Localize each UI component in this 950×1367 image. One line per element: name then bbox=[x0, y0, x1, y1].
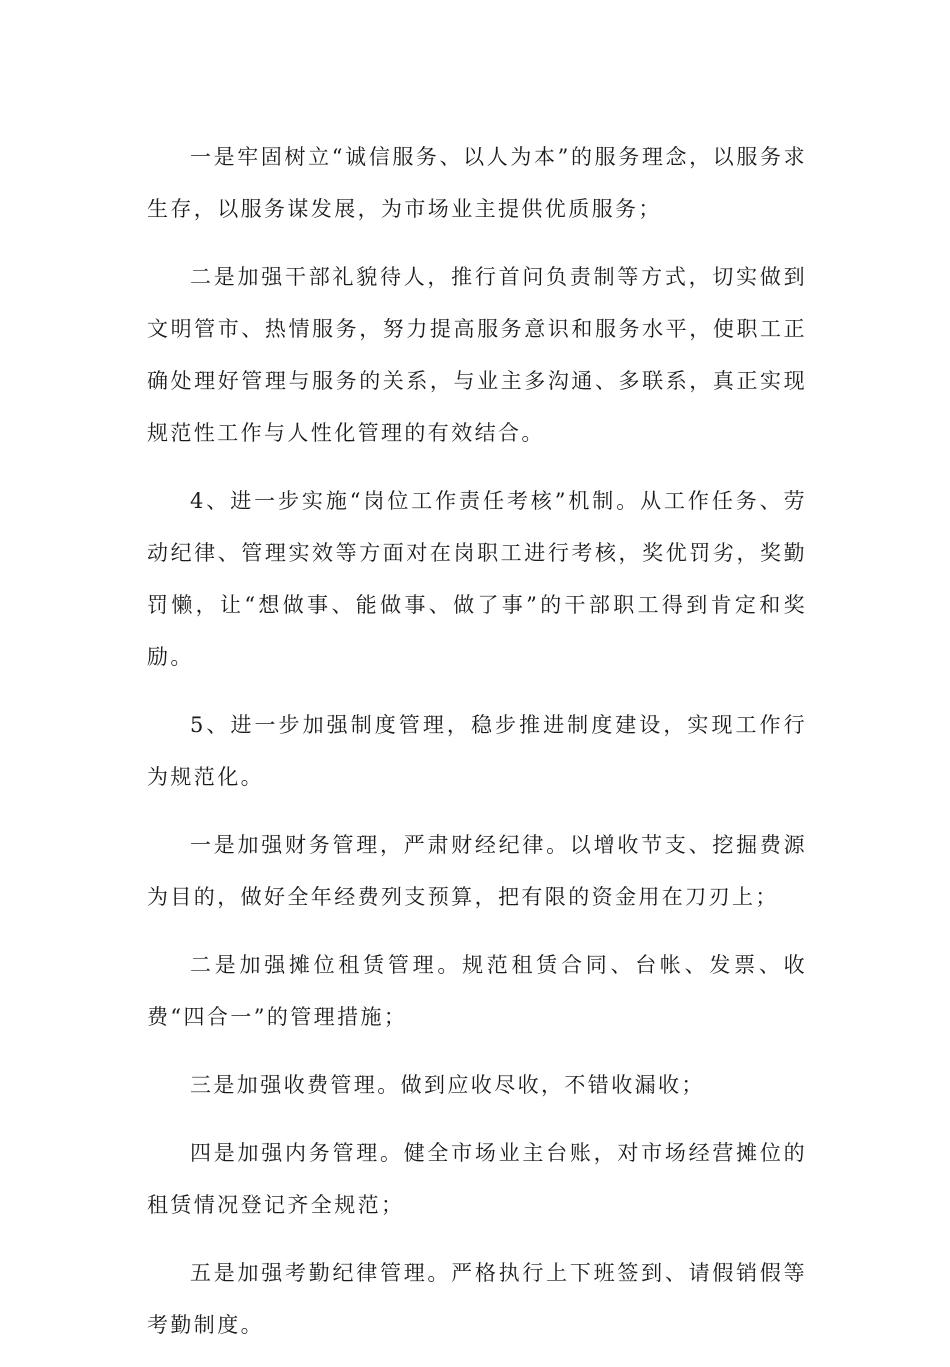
paragraph-service-concept: 一是牢固树立“诚信服务、以人为本”的服务理念，以服务求生存，以服务谋发展，为市场业主提供优质服务； bbox=[147, 145, 807, 221]
paragraph-attendance: 五是加强考勤纪律管理。严格执行上下班签到、请假销假等考勤制度。 bbox=[147, 1261, 807, 1337]
paragraph-courtesy: 二是加强干部礼貌待人，推行首问负责制等方式，切实做到文明管市、热情服务，努力提高服务意识和服务水平，使职工正确处理好管理与服务的关系，与业主多沟通、多联系，真正实现规范性工作与人性化管理的有效结合。 bbox=[147, 265, 807, 445]
paragraph-fee-collection: 三是加强收费管理。做到应收尽收，不错收漏收； bbox=[190, 1073, 705, 1097]
document-body bbox=[147, 131, 807, 1367]
paragraph-finance: 一是加强财务管理，严肃财经纪律。以增收节支、挖掘费源为目的，做好全年经费列支预算，把有限的资金用在刀刃上； bbox=[147, 833, 807, 909]
paragraph-system-management: 5、进一步加强制度管理，稳步推进制度建设，实现工作行为规范化。 bbox=[147, 713, 807, 789]
paragraph-job-assessment: 4、进一步实施“岗位工作责任考核”机制。从工作任务、劳动纪律、管理实效等方面对在岗职工进行考核，奖优罚劣，奖勤罚懒，让“想做事、能做事、做了事”的干部职工得到肯定和奖励。 bbox=[147, 489, 807, 669]
paragraph-stall-leasing: 二是加强摊位租赁管理。规范租赁合同、台帐、发票、收费“四合一”的管理措施； bbox=[147, 953, 807, 1029]
paragraph-internal-affairs: 四是加强内务管理。健全市场业主台账，对市场经营摊位的租赁情况登记齐全规范； bbox=[147, 1141, 807, 1217]
